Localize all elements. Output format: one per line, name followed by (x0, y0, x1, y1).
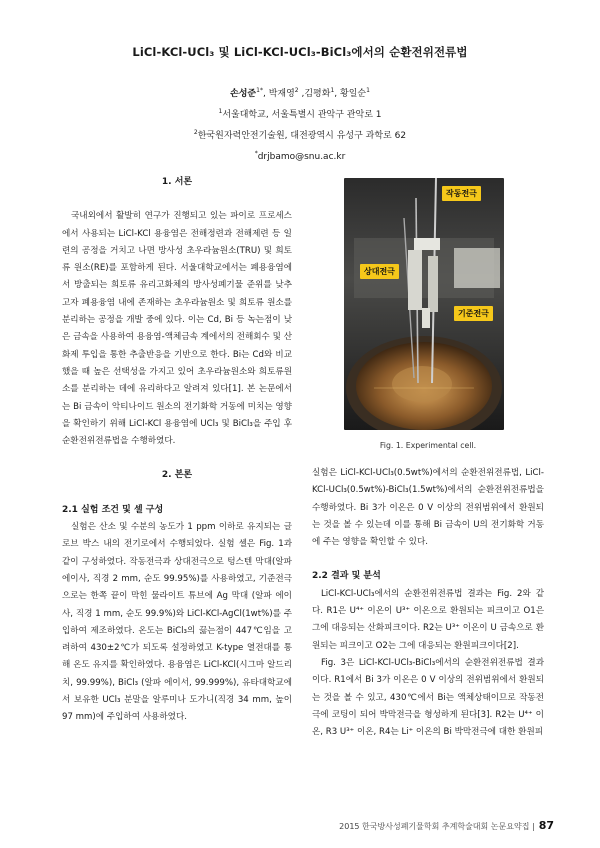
section-heading-body: 2. 본론 (161, 470, 193, 481)
left-column (62, 174, 292, 727)
email (0, 145, 600, 166)
experimental-cell-photo (344, 178, 504, 430)
author-line (0, 82, 600, 103)
email-sup: * (254, 150, 258, 157)
author-3: 김평화 (304, 89, 331, 99)
author-3-sup: 1 (330, 87, 335, 94)
affiliation-1 (0, 103, 600, 124)
page-footer (0, 819, 554, 832)
spacer (62, 191, 292, 208)
footer-text: 2015 한국방사성폐기물학회 추계학술대회 논문요약집 (339, 822, 530, 831)
subsection-heading-results: 2.2 결과 및 분석 (312, 571, 381, 582)
author-4-sup: 1 (366, 87, 370, 94)
label-working-electrode: 작동전극 (442, 186, 481, 201)
author-sep: , (262, 89, 269, 99)
author-2-sup: 2 (294, 87, 299, 94)
subsection-heading-setup: 2.1 실험 조건 및 셀 구성 (62, 504, 164, 515)
author-sep: , (334, 89, 341, 99)
affiliation-2 (0, 124, 600, 145)
author-4: 황일순 (340, 89, 367, 99)
affiliation-2-text: 한국원자력안전기술원, 대전광역시 유성구 과학로 62 (197, 131, 407, 141)
right-column (312, 465, 544, 741)
paper-title: LiCl-KCl-UCl₃ 및 LiCl-KCl-UCl₃-BiCl₃에서의 순환전위전류법 (132, 45, 468, 59)
author-block (0, 82, 600, 166)
spacer (62, 485, 292, 502)
setup-paragraph: 실험은 산소 및 수분의 농도가 1 ppm 이하로 유지되는 글로브 박스 내의 전기로에서 수행되었다. 실험 셀은 Fig. 1과 같이 구성하였다. 작동전극과 상대전극으로 텅스텐 막대(알파 에이사, 직경 2 mm, 순도 99.95%)를 사용하였고, 기준전극으로는 한쪽 끝이 막힌 물라이트 튜브에 Ag 막대 (알파 에이사, 직경 1 mm, 순도 99.9%)와 LiCl-KCl-AgCl(1wt%)를 주입하여 제조하였다. 온도는 BiCl₃의 끓는점이 447℃임을 고려하여 430±2℃가 되도록 설정하였고 K-type 열전대를 통해 온도 유지를 확인하였다. 용융염은 LiCl-KCl(시그마 알드리치, 99.99%), BiCl₃ (알파 에이서, 99.999%), 유타대학교에서 보유한 UCl₃ 분말을 알루미나 도가니(직경 34 mm, 높이 97 mm)에 주입하여 사용하였다. (62, 522, 292, 723)
affiliation-1-sup: 1 (218, 108, 223, 115)
author-first-sup: 1* (256, 87, 263, 94)
footer-separator: | (531, 822, 535, 831)
author-sep: , (298, 89, 305, 99)
affiliation-2-sup: 2 (193, 129, 198, 136)
figure-caption: Fig. 1. Experimental cell. (379, 441, 477, 450)
label-reference-electrode: 기준전극 (454, 306, 493, 321)
intro-paragraph: 국내외에서 활발히 연구가 진행되고 있는 파이로 프로세스에서 사용되는 LiCl-KCl 용융염은 전해정련과 전해제련 등 일련의 공정을 거치고 나면 방사성 초우라늄원소(TRU) 및 희토류 원소(RE)를 포함하게 된다. 서울대학교에서는 폐용융염에서 방출되는 희토류 유리고화체의 방사성폐기물 준위를 낮추고자 폐용융염 내에 존재하는 초우라늄원소 및 희토류 원소를 분리하는 공정을 개발 중에 있다. 이는 Cd, Bi 등 녹는점이 낮은 금속을 사용하여 용융염-액체금속 계에서의 전해회수 및 산화제 투입을 통한 추출반응을 기반으로 한다. Bi는 Cd와 비교했을 때 높은 선택성을 가지고 있어 초우라늄원소와 희토류원소를 분리하는 데에 유리하다고 알려져 있다[1]. 본 논문에서는 Bi 금속이 악티나이드 원소의 전기화학 거동에 미치는 영향을 확인하기 위해 LiCl-KCl 용융염에 UCl₃ 및 BiCl₃을 주입 후 순환전위전류법을 수행하였다. (62, 211, 292, 447)
results-paragraph-1: LiCl-KCl-UCl₃에서의 순환전위전류법 결과는 Fig. 2와 같다. R1은 U⁴⁺ 이온이 U³⁺ 이온으로 환원되는 피크이고 O1은 그에 대응되는 산화피크이다. R2는 U³⁺ 이온이 U 금속으로 환원되는 피크이고 O2는 그에 대응되는 환원피크이다[2]. (312, 588, 544, 651)
section-heading-intro: 1. 서론 (161, 177, 193, 187)
affiliation-1-text: 서울대학교, 서울특별시 관악구 관악로 1 (222, 110, 382, 120)
label-counter-electrode: 상대전극 (360, 264, 399, 279)
experiment-paragraph: 실험은 LiCl-KCl-UCl₃(0.5wt%)에서의 순환전위전류법, LiCl-KCl-UCl₃(0.5wt%)-BiCl₃(1.5wt%)에서의 순환전위전류법을 수행하였다. Bi 3가 이온은 0 V 이상의 전위범위에서 환원되는 것을 볼 수 있는데 이를 통해 Bi 금속이 U의 전기화학 거동에 주는 영향을 확인할 수 있다. (312, 468, 544, 548)
cell-photo-drawing (344, 178, 504, 430)
author-2: 박재영 (268, 89, 295, 99)
email-text: drjbamo@snu.ac.kr (257, 152, 346, 162)
page-number: 87 (538, 819, 554, 832)
results-paragraph-2: Fig. 3은 LiCl-KCl-UCl₃-BiCl₃에서의 순환전위전류법 결과이다. R1에서 Bi 3가 이온은 0 V 이상의 전위범위에서 환원되는 것을 볼 수 있고, 430℃에서 Bi는 액체상태이므로 작동전극에 코팅이 되어 박막전극을 형성하게 된다[3]. R2는 U⁴⁺ 이온, R3 U³⁺ 이온, R4는 Li⁺ 이온의 Bi 박막전극에 대한 환원피 (312, 657, 544, 738)
author-first: 손성준 (230, 89, 257, 99)
spacer (62, 450, 292, 467)
spacer (312, 551, 544, 568)
